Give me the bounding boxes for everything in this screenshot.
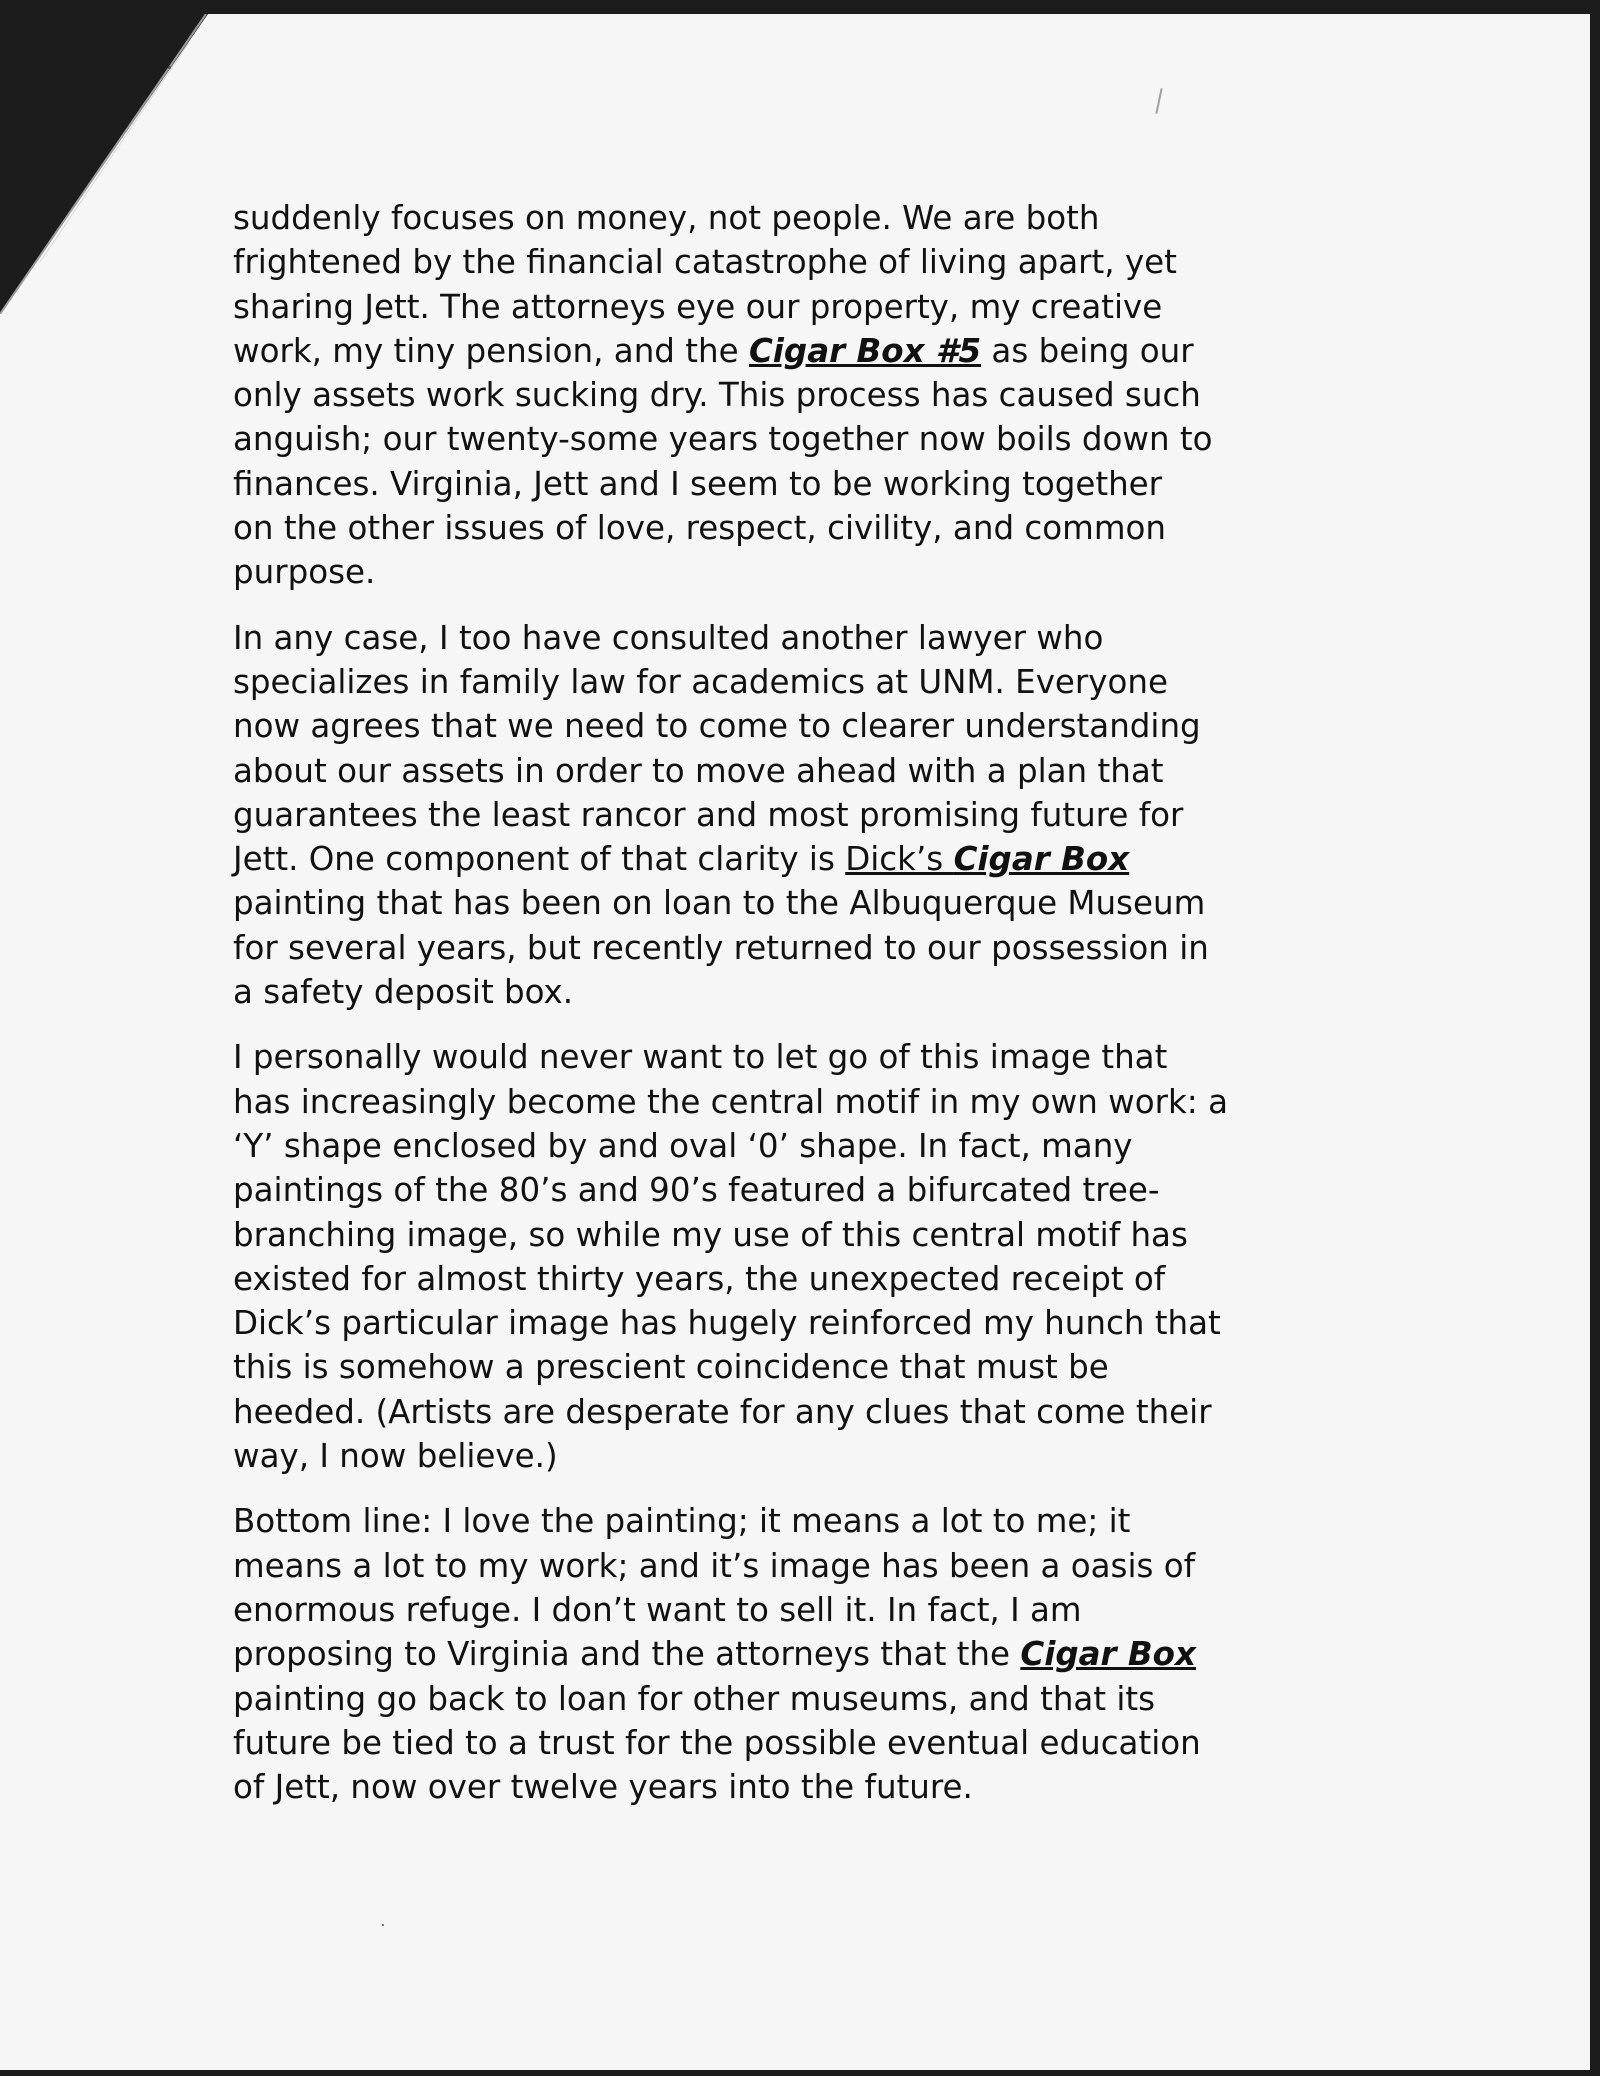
text-line bbox=[233, 1301, 1363, 1345]
text-run: Dick’s particular image has hugely reinforced my hunch that bbox=[233, 1304, 1221, 1343]
text-line bbox=[233, 1213, 1363, 1257]
artwork-title: Cigar Box bbox=[953, 840, 1130, 879]
text-line bbox=[233, 926, 1363, 970]
text-line bbox=[233, 285, 1363, 329]
text-line bbox=[233, 881, 1363, 925]
text-line bbox=[233, 506, 1363, 550]
text-line bbox=[233, 1677, 1363, 1721]
text-line bbox=[233, 1257, 1363, 1301]
text-run: only assets work sucking dry. This process has caused such bbox=[233, 376, 1201, 415]
text-run: suddenly focuses on money, not people. We are both bbox=[233, 199, 1100, 237]
text-line bbox=[233, 240, 1363, 284]
text-run: Bottom line: I love the painting; it means a lot to me; it bbox=[233, 1502, 1131, 1541]
paragraph-2 bbox=[233, 616, 1363, 1015]
artwork-title: Cigar Box bbox=[1020, 1635, 1196, 1674]
text-run: existed for almost thirty years, the unexpected receipt of bbox=[233, 1259, 1166, 1298]
text-line bbox=[233, 329, 1363, 373]
text-line bbox=[233, 1632, 1363, 1676]
letter-body bbox=[233, 196, 1363, 1830]
text-run: for several years, but recently returned to our possession in bbox=[233, 928, 1209, 967]
text-line bbox=[233, 1544, 1363, 1588]
text-line bbox=[233, 793, 1363, 837]
text-run: guarantees the least rancor and most promising future for bbox=[233, 795, 1184, 834]
text-run: branching image, so while my use of this central motif has bbox=[233, 1215, 1188, 1254]
text-run: I personally would never want to let go of this image that bbox=[233, 1038, 1168, 1077]
text-line bbox=[233, 1765, 1363, 1809]
text-run: now agrees that we need to come to clearer understanding bbox=[233, 707, 1201, 746]
text-run: frightened by the financial catastrophe of living apart, yet bbox=[233, 243, 1177, 282]
text-line bbox=[233, 970, 1363, 1014]
text-line bbox=[233, 462, 1363, 506]
text-line bbox=[233, 1035, 1363, 1079]
text-run: about our assets in order to move ahead with a plan that bbox=[233, 751, 1164, 790]
text-line bbox=[233, 1390, 1363, 1434]
text-line bbox=[233, 373, 1363, 417]
text-line bbox=[233, 616, 1363, 660]
text-run: proposing to Virginia and the attorneys that the bbox=[233, 1635, 1021, 1674]
text-run: future be tied to a trust for the possible eventual education bbox=[233, 1723, 1201, 1762]
text-run: paintings of the 80’s and 90’s featured a bifurcated tree- bbox=[233, 1171, 1160, 1210]
text-run: enormous refuge. I don’t want to sell it. In fact, I am bbox=[233, 1590, 1082, 1629]
text-run: way, I now believe.) bbox=[233, 1437, 558, 1476]
text-run: ‘Y’ shape enclosed by and oval ‘0’ shape. In fact, many bbox=[233, 1126, 1133, 1165]
text-line bbox=[233, 1499, 1363, 1543]
text-line bbox=[233, 550, 1363, 594]
text-line bbox=[233, 704, 1363, 748]
text-line bbox=[233, 837, 1363, 881]
text-run: specializes in family law for academics at UNM. Everyone bbox=[233, 662, 1168, 701]
dust-speck bbox=[168, 66, 171, 69]
text-line bbox=[233, 417, 1363, 461]
text-run: heeded. (Artists are desperate for any clues that come their bbox=[233, 1392, 1212, 1431]
text-run: of Jett, now over twelve years into the future. bbox=[233, 1768, 973, 1807]
text-run: means a lot to my work; and it’s image has been a oasis of bbox=[233, 1546, 1196, 1585]
text-run: painting that has been on loan to the Albuquerque Museum bbox=[233, 884, 1206, 923]
text-run: sharing Jett. The attorneys eye our property, my creative bbox=[233, 287, 1163, 326]
artwork-title: Cigar Box #5 bbox=[748, 331, 982, 370]
underlined-text: Dick’s bbox=[845, 840, 954, 879]
text-line bbox=[233, 1168, 1363, 1212]
text-run: on the other issues of love, respect, civility, and common bbox=[233, 509, 1166, 548]
text-run: has increasingly become the central motif in my own work: a bbox=[233, 1082, 1228, 1121]
dust-speck bbox=[382, 1924, 384, 1926]
paragraph-4 bbox=[233, 1499, 1363, 1809]
text-run: this is somehow a prescient coincidence that must be bbox=[233, 1348, 1109, 1387]
text-line bbox=[233, 1434, 1363, 1478]
text-run: work, my tiny pension, and the bbox=[233, 331, 749, 370]
text-run: painting go back to loan for other museums, and that its bbox=[233, 1679, 1156, 1718]
text-run: anguish; our twenty-some years together now boils down to bbox=[233, 420, 1213, 459]
text-run: a safety deposit box. bbox=[233, 973, 574, 1012]
text-line bbox=[233, 1588, 1363, 1632]
text-line bbox=[233, 749, 1363, 793]
text-line bbox=[233, 1124, 1363, 1168]
text-line bbox=[233, 1345, 1363, 1389]
text-line bbox=[233, 1721, 1363, 1765]
text-run: as being our bbox=[981, 331, 1194, 370]
text-run: In any case, I too have consulted another lawyer who bbox=[233, 618, 1104, 657]
text-run: Jett. One component of that clarity is bbox=[233, 840, 846, 879]
paragraph-1 bbox=[233, 196, 1363, 595]
paragraph-3 bbox=[233, 1035, 1363, 1478]
text-line bbox=[233, 1080, 1363, 1124]
text-line bbox=[233, 196, 1363, 240]
text-run: finances. Virginia, Jett and I seem to be working together bbox=[233, 464, 1163, 503]
text-line bbox=[233, 660, 1363, 704]
text-run: purpose. bbox=[233, 553, 376, 592]
